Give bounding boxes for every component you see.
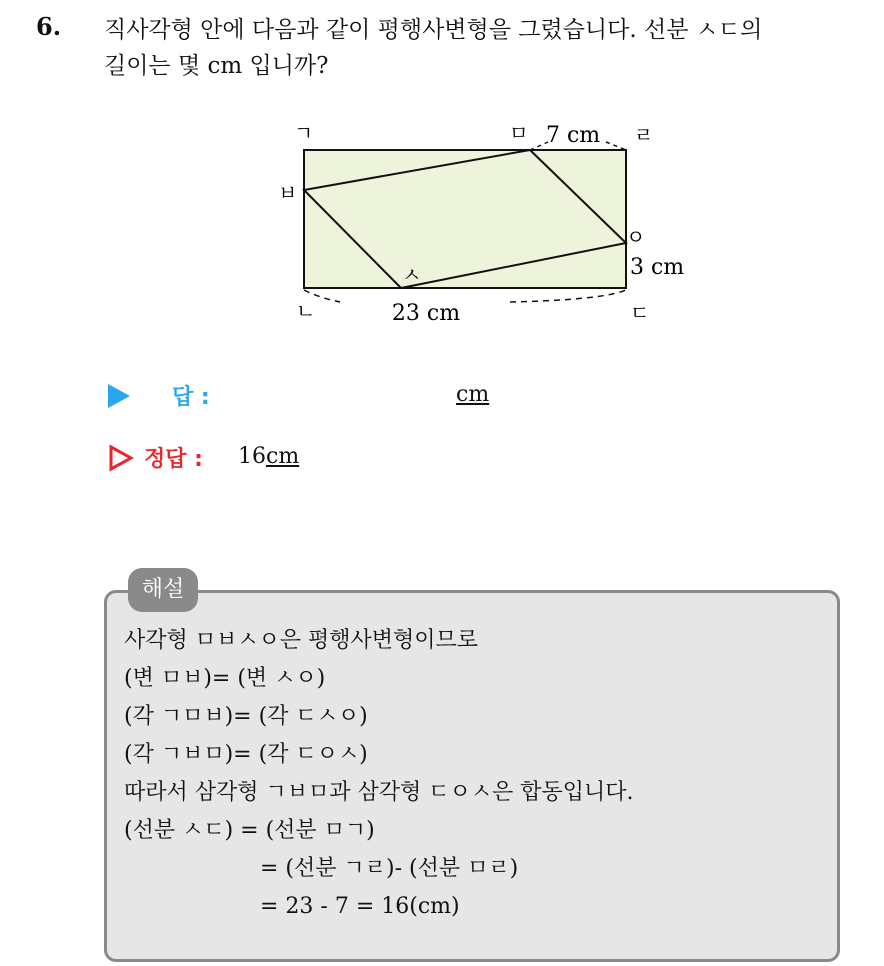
label-rieul: ㄹ [634,123,654,147]
label-ieung: ㅇ [626,225,646,249]
answer-label: 답 : [172,385,210,410]
explanation-line: (각 ㄱㅁㅂ)= (각 ㄷㅅㅇ) [124,704,368,729]
label-bieup: ㅂ [278,181,298,205]
question-number: 6. [36,12,62,41]
correct-answer-label: 정답 : [144,447,203,472]
explanation-line: (변 ㅁㅂ)= (변 ㅅㅇ) [124,666,326,691]
label-mieum: ㅁ [509,121,529,145]
rectangle-fill [304,150,626,288]
question-line-1: 직사각형 안에 다음과 같이 평행사변형을 그렸습니다. 선분 ㅅㄷ의 [104,17,763,43]
outline-play-icon [108,444,134,472]
explanation-line: = (선분 ㄱㄹ)- (선분 ㅁㄹ) [260,856,519,881]
play-icon [108,384,130,408]
question-line-2: 길이는 몇 cm 입니까? [104,53,329,79]
label-nieun: ㄴ [296,299,316,323]
explanation-line: (각 ㄱㅂㅁ)= (각 ㄷㅇㅅ) [124,742,368,767]
correct-value-number: 16 [238,444,266,469]
top-measure-dash [606,142,626,150]
bottom-measure-dash [510,290,626,302]
measure-bottom: 23 cm [391,301,461,326]
measure-right: 3 cm [630,255,685,280]
answer-unit: cm [456,382,490,407]
question-text [104,12,874,84]
explanation-line: 따라서 삼각형 ㄱㅂㅁ과 삼각형 ㄷㅇㅅ은 합동입니다. [124,780,634,805]
measure-top: 7 cm [546,123,601,148]
explanation-body [124,622,634,926]
explanation-line: = 23 - 7 = 16(cm) [260,894,460,919]
explanation-tab: 해설 [128,568,198,612]
explanation-line: 사각형 ㅁㅂㅅㅇ은 평행사변형이므로 [124,628,479,653]
label-siot: ㅅ [402,263,422,287]
correct-answer-value [238,444,299,469]
correct-value-unit: cm [266,444,300,469]
label-giyeok: ㄱ [294,121,314,145]
explanation-line: (선분 ㅅㄷ) = (선분 ㅁㄱ) [124,818,375,843]
rectangle-parallelogram-figure [262,110,702,330]
label-digeut: ㄷ [630,301,650,325]
